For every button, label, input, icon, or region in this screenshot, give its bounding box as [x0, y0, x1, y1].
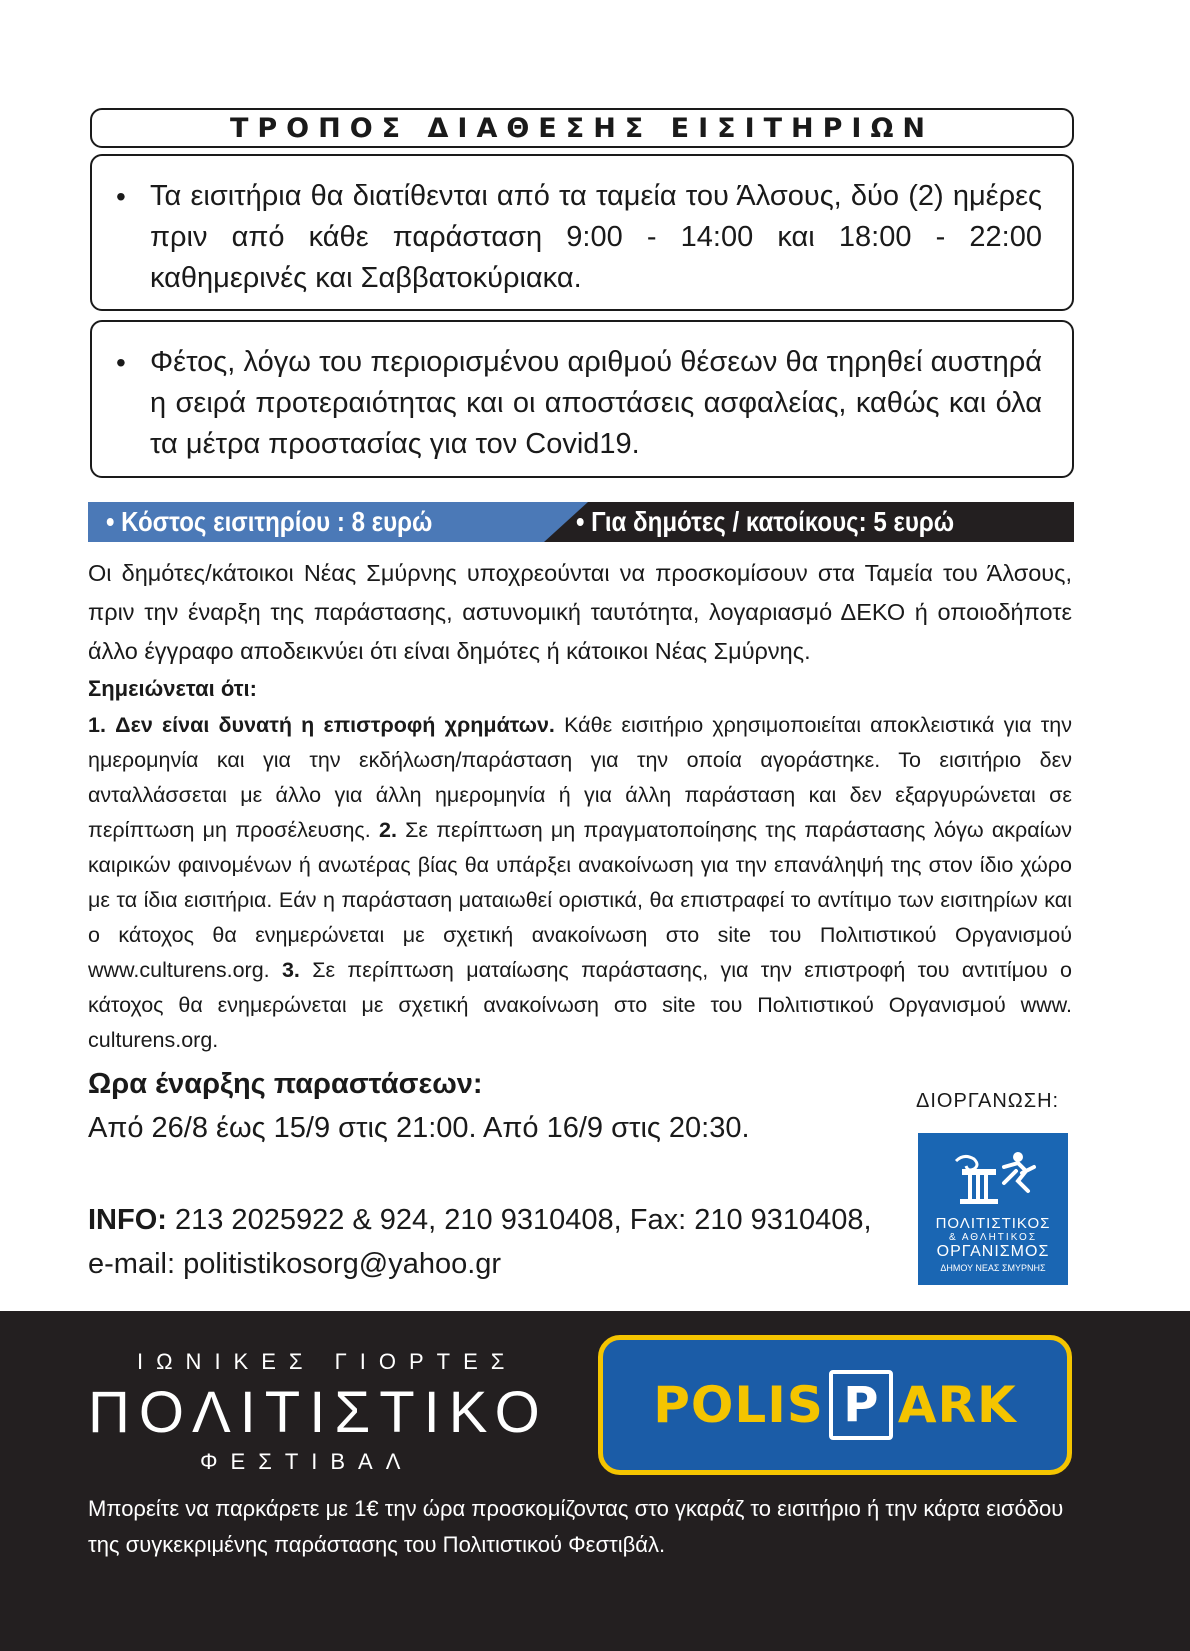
general-ticket-price: • Κόστος εισιτηρίου : 8 ευρώ [106, 506, 433, 537]
term-1-heading: Δεν είναι δυνατή η επιστροφή χρημάτων. [115, 713, 555, 737]
footer [0, 1311, 1190, 1651]
showtime-heading: Ωρα έναρξης παραστάσεων: [88, 1068, 483, 1100]
phone-numbers: 213 2025922 & 924, 210 9310408, Fax: 210 9310408, [166, 1204, 872, 1236]
info-label: INFO: [88, 1204, 167, 1236]
parking-note: Μπορείτε να παρκάρετε με 1€ την ώρα προσκομίζοντας στο γκαράζ το εισιτήριο ή την κάρτα εισόδου της συγκεκριμένης παράστασης του Πολιτιστικού Φεστιβάλ. [88, 1496, 1064, 1557]
term-number: 2. [378, 818, 397, 842]
ticket-sales-info-box [90, 154, 1074, 311]
showtime-text: Από 26/8 έως 15/9 στις 21:00. Από 16/9 στις 20:30. [88, 1112, 750, 1144]
resident-requirements-text: Οι δημότες/κάτοικοι Νέας Σμύρνης υποχρεούνται να προσκομίσουν στα Ταμεία του Άλσους, πριν την έναρξη της παράστασης, αστυνομική ταυτότητα, λογαριασμό ΔΕΚΟ ή οποιοδήποτε άλλο έγγραφο αποδεικνύει ότι είναι δημότες ή κάτοικοι Νέας Σμύρνης. [88, 560, 1072, 664]
notes-heading: Σημειώνεται ότι: [88, 676, 257, 701]
email-line: e-mail: politistikosorg@yahoo.gr [88, 1248, 502, 1280]
resident-ticket-price: • Για δημότες / κατοίκους: 5 ευρώ [576, 506, 955, 537]
phone-line [88, 1198, 872, 1242]
terms-paragraph [88, 708, 1072, 1058]
bullet-text: Τα εισιτήρια θα διατίθενται από τα ταμεία του Άλσους, δύο (2) ημέρες πριν από κάθε παράσταση 9:00 - 14:00 και 18:00 - 22:00 καθημερινές και Σαββατοκύριακα. [150, 180, 1042, 294]
covid-measures-box [90, 320, 1074, 478]
organizer-label: ΔΙΟΡΓΑΝΩΣΗ: [916, 1090, 1060, 1112]
section-title: ΤΡΟΠΟΣ ΔΙΑΘΕΣΗΣ ΕΙΣΙΤΗΡΙΩΝ [229, 112, 935, 144]
polispark-logo [598, 1335, 1072, 1475]
bullet-text: Φέτος, λόγω του περιορισμένου αριθμού θέσεων θα τηρηθεί αυστηρά η σειρά προτεραιότητας και οι αποστάσεις ασφαλείας, καθώς και όλα τα μέτρα προστασίας για τον Covid19. [150, 346, 1042, 460]
ticket-cost-bar [88, 502, 1074, 542]
bullet-icon: • [116, 181, 126, 212]
organizer-logo [918, 1133, 1068, 1285]
contact-info [88, 1198, 872, 1286]
polispark-logo-right: ARK [897, 1376, 1017, 1434]
organizer-logo-line: ΟΡΓΑΝΙΣΜΟΣ [936, 1243, 1050, 1260]
section-title-box [90, 108, 1074, 148]
festival-logo-bottom: ΦΕΣΤΙΒΑΛ [200, 1449, 414, 1474]
column-runner-icon [918, 1133, 1068, 1215]
bullet-icon: • [116, 347, 126, 378]
organizer-logo-line: ΠΟΛΙΤΙΣΤΙΚΟΣ [935, 1215, 1051, 1232]
organizer-logo-line: & ΑΘΛΗΤΙΚΟΣ [948, 1232, 1038, 1243]
term-number: 3. [281, 958, 300, 982]
list-item [116, 342, 1042, 465]
term-3-text: Σε περίπτωση ματαίωσης παράστασης, για την επιστροφή του αντιτίμου ο κάτοχος θα ενημερώνεται με σχετική ανακοίνωση στο site του Πολιτιστικού Οργανισμού www. culturens.org. [88, 958, 1072, 1052]
term-number: 1. [88, 713, 106, 737]
term-2-text: Σε περίπτωση μη πραγματοποίησης της παράστασης λόγω ακραίων καιρικών φαινομένων ή ανωτέρας βίας θα υπάρξει ανακοίνωση για την επανάληψή της στον ίδιο χώρο με τα ίδια εισιτήρια. Εάν η παράσταση ματαιωθεί οριστικά, θα επιστραφεί το αντίτιμο των εισιτηρίων και ο κάτοχος θα ενημερώνεται με σχετική ανακοίνωση στο site του Πολιτιστικού Οργανισμού www.culturens.org. [88, 818, 1072, 982]
polispark-logo-left: POLIS [653, 1376, 824, 1434]
parking-p-icon: P [829, 1370, 893, 1440]
organizer-logo-line: ΔΗΜΟΥ ΝΕΑΣ ΣΜΥΡΝΗΣ [940, 1263, 1046, 1273]
festival-logo-top: ΙΩΝΙΚΕΣ ΓΙΟΡΤΕΣ [137, 1349, 518, 1374]
list-item [116, 176, 1042, 299]
term-1-text: Κάθε εισιτήριο χρησιμοποιείται αποκλειστικά για την ημερομηνία και για την εκδήλωση/παράσταση για την οποία αγοράστηκε. Το εισιτήριο δεν ανταλλάσσεται με άλλο για άλλη ημερομηνία ή για άλλη παράσταση και δεν εξαργυρώνεται σε περίπτωση μη προσέλευσης. [88, 713, 1072, 842]
festival-logo-main: ΠΟΛΙΤΙΣΤΙΚΟ [88, 1380, 549, 1445]
